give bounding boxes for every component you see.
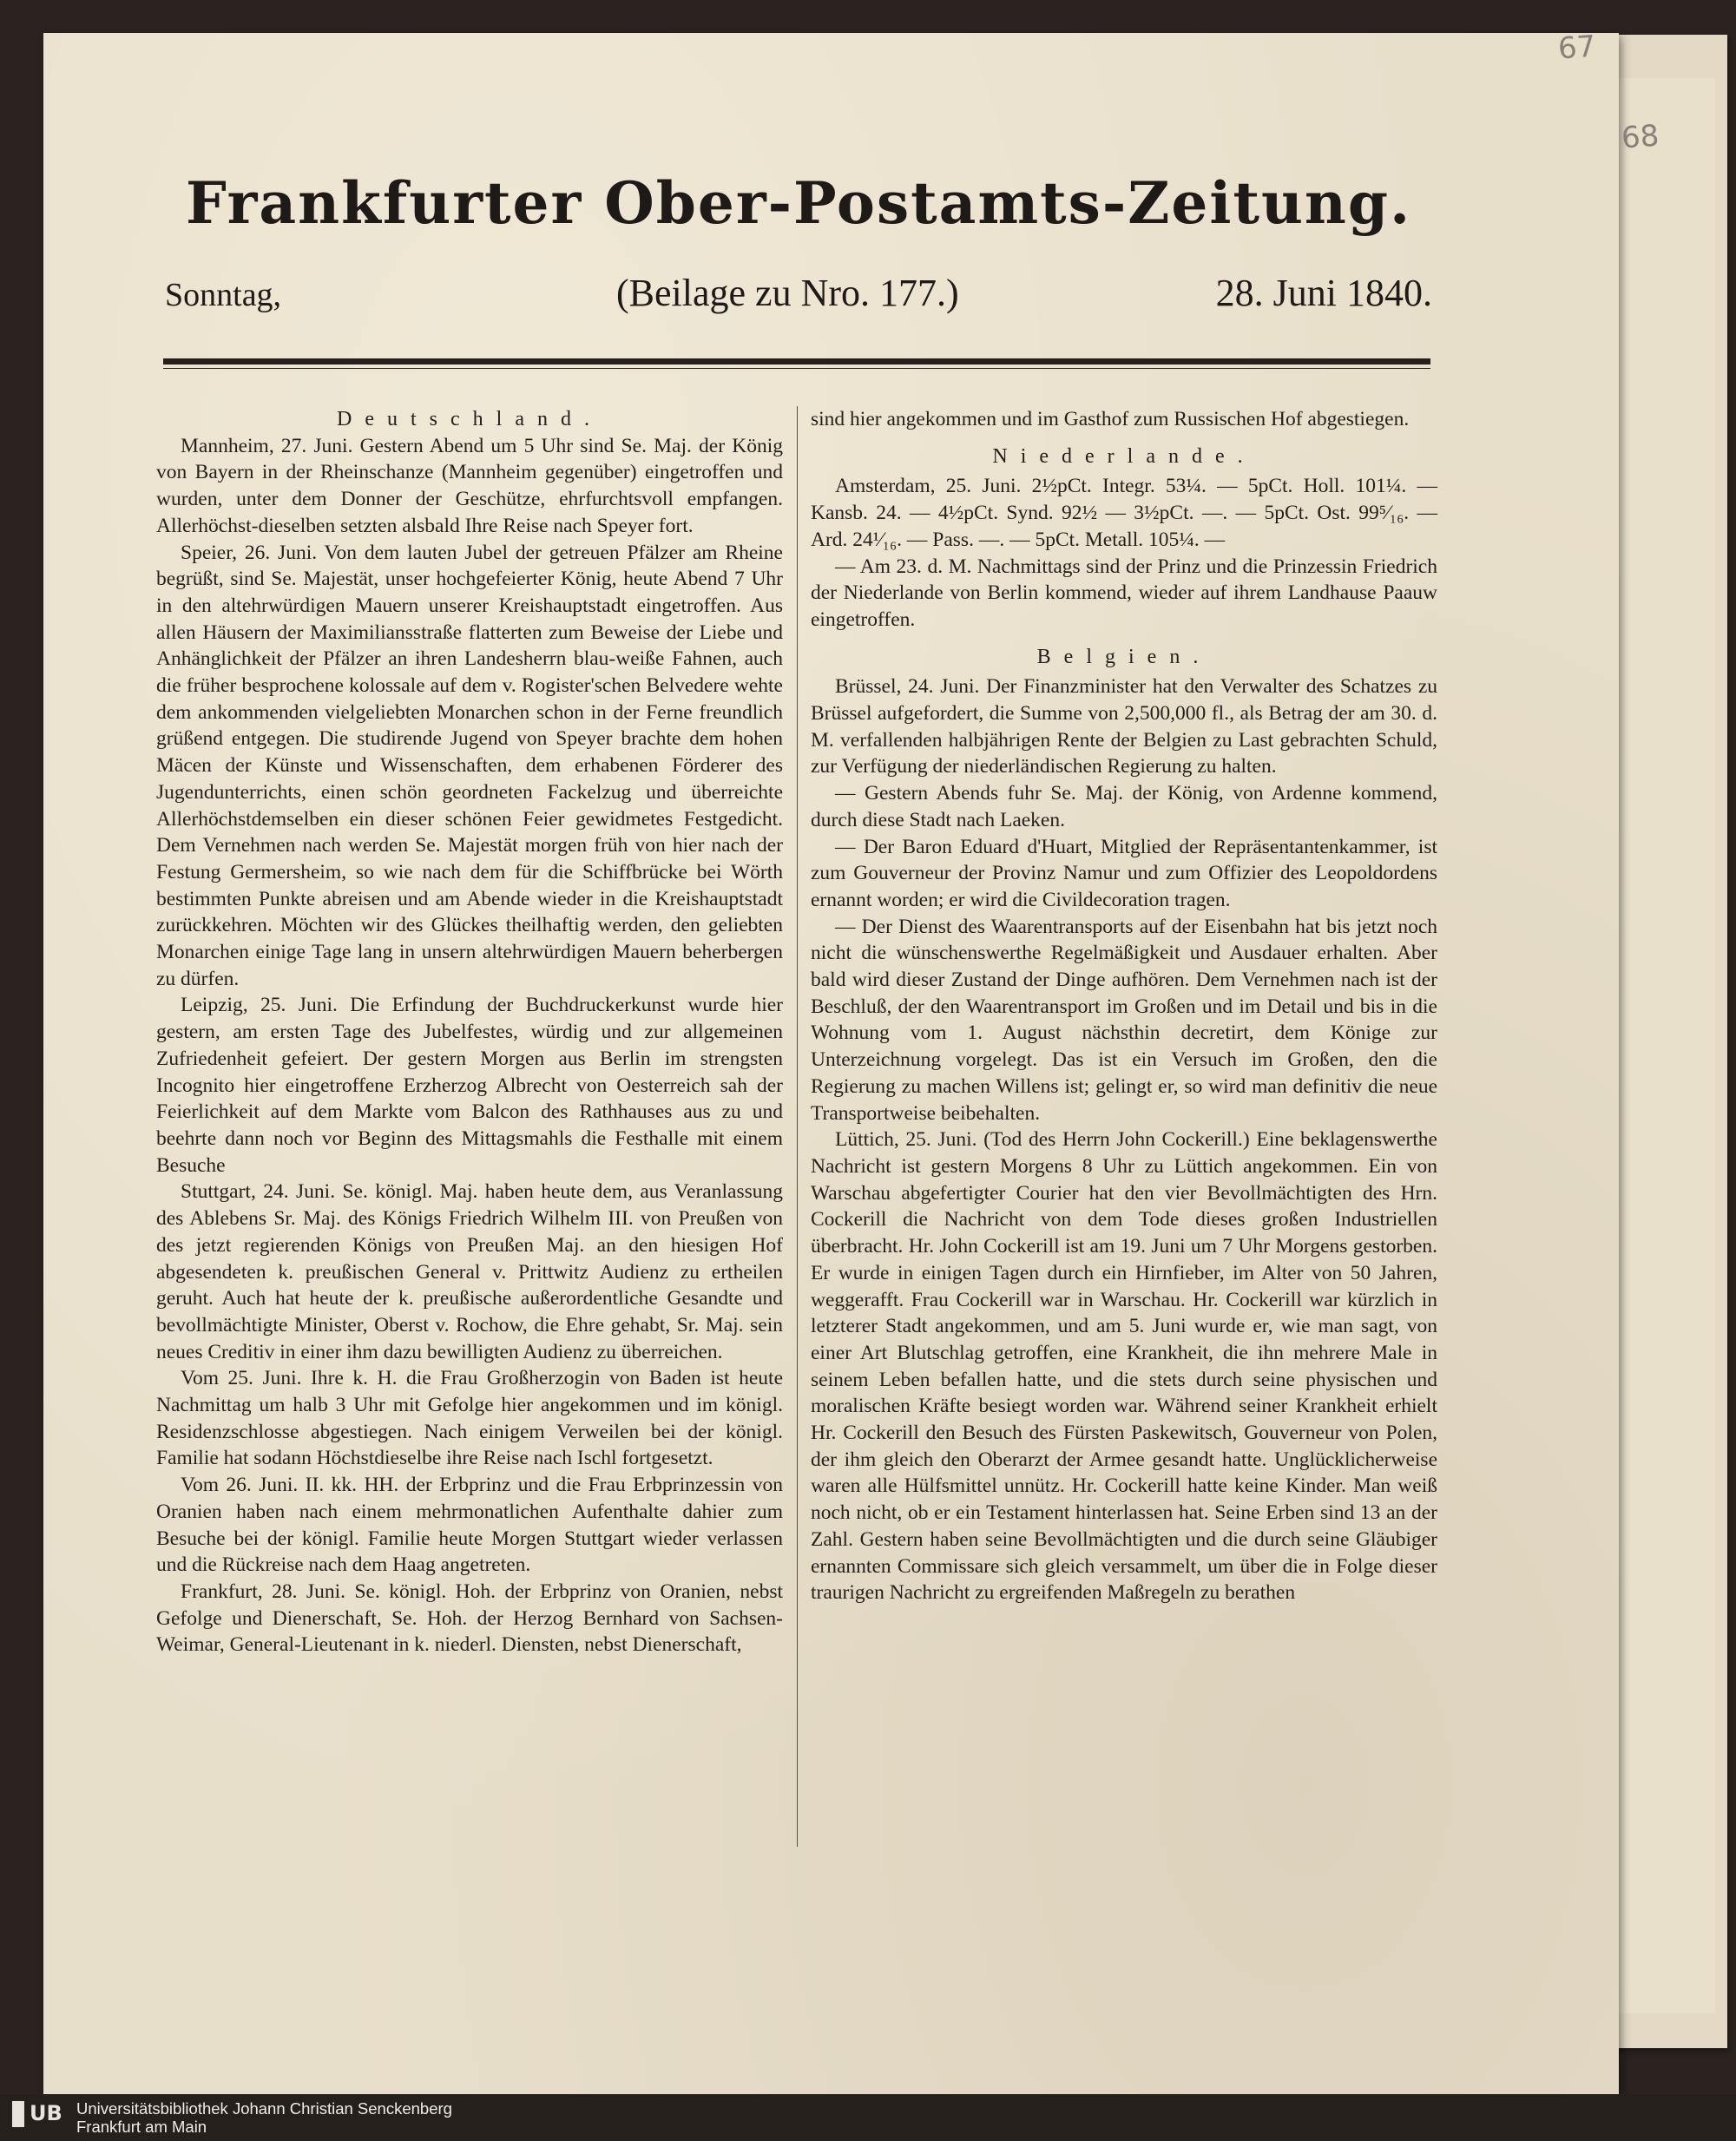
- article-paragraph: Mannheim, 27. Juni. Gestern Abend um 5 Uhr sind Se. Maj. der König von Bayern in der Rheinschanze (Mannheim gegenüber) eingetroffen und wurden, unter dem Donner der Geschütze, ehrfurchtsvoll empfangen. Allerhöchst-dieselben setzten alsbald Ihre Reise nach Speyer fort.: [156, 434, 783, 537]
- article-paragraph: — Gestern Abends fuhr Se. Maj. der König, von Ardenne kommend, durch diese Stadt nach Laeken.: [811, 782, 1437, 831]
- library-name: Universitätsbibliothek Johann Christian Senckenberg: [76, 2099, 452, 2118]
- article-paragraph: — Der Baron Eduard d'Huart, Mitglied der Repräsentantenkammer, ist zum Gouverneur der Provinz Namur und zum Offizier des Leopoldordens ernannt worden; er wird die Civildecoration tragen.: [811, 835, 1437, 911]
- section-heading: Deutschland.: [337, 408, 602, 430]
- section-heading: Belgien.: [1036, 645, 1212, 668]
- article-paragraph: Vom 25. Juni. Ihre k. H. die Frau Großherzogin von Baden ist heute Nachmittag um halb 3 Uhr mit Gefolge hier angekommen und im königl. Residenzschlosse abgestiegen. Nach einigem Verweilen bei der königl. Familie hat sodann Höchstdieselbe ihre Reise nach Ischl fortgesetzt.: [156, 1367, 783, 1470]
- issue-supplement: (Beilage zu Nro. 177.): [616, 272, 959, 314]
- pencil-page-number-67: 67: [1556, 29, 1597, 67]
- issue-day: Sonntag,: [165, 277, 282, 313]
- article-paragraph: Lüttich, 25. Juni. (Tod des Herrn John Cockerill.) Eine beklagenswerthe Nachricht ist gestern Morgens 8 Uhr zu Lüttich angekommen. Ein von Warschau abgefertigter Courier hat den vier Bevollmächtigten des Hrn. Cockerill die Nachricht von dem Tode dieses großen Industriellen überbracht. Hr. John Cockerill ist am 19. Juni um 7 Uhr Morgens gestorben. Er wurde in einigen Tagen durch ein Hirnfieber, im Alter von 50 Jahren, weggerafft. Frau Cockerill war in Warschau. Hr. Cockerill war kürzlich in letzterer Stadt angekommen, und am 5. Juni wurde er, wie man sagt, von einer Art Blutschlag getroffen, eine Krankheit, die ihn mehrere Male in seinem Leben befallen hatte, und die stets durch seine physischen und moralischen Kräfte besiegt worden war. Während seiner Krankheit erhielt Hr. Cockerill den Besuch des Fürsten Paskewitsch, Gouverneur von Polen, der ihm gleich den Oberarzt der Armee gesandt hatte. Unglücklicherweise waren alle Hülfsmittel unnütz. Hr. Cockerill hatte keine Kinder. Man weiß noch nicht, ob er ein Testament hinterlassen hat. Seine Erben sind 13 an der Zahl. Gestern haben seine Bevollmächtigten und die durch seine Gläubiger ernannten Commissare sich gleich versammelt, um über die in Folge dieser traurigen Nachricht zu ergreifenden Maßregeln zu berathen: [811, 1128, 1437, 1605]
- issue-line: [165, 272, 1432, 328]
- library-logo-text: UB: [30, 2101, 62, 2125]
- article-paragraph: — Am 23. d. M. Nachmittags sind der Prinz und die Prinzessin Friedrich der Niederlande von Berlin kommend, wieder auf ihrem Landhause Paauw eingetroffen.: [811, 555, 1437, 631]
- article-paragraph: — Der Dienst des Waarentransports auf der Eisenbahn hat bis jetzt noch nicht die wünschenswerthe Regelmäßigkeit und Ausdauer erhalten. Aber bald wird dieser Zustand der Dinge aufhören. Dem Vernehmen nach ist der Beschluß, der den Waarentransport im Großen und im Detail und bis in die Wohnung vom 1. August nächsthin decretirt, dem Könige zur Unterzeichnung vorgelegt. Das ist ein Versuch im Großen, den die Regierung zu machen Willens ist; gelingt er, so wird man definitiv die neue Transportweise beibehalten.: [811, 915, 1437, 1125]
- right-column: [811, 406, 1437, 1606]
- article-paragraph: sind hier angekommen und im Gasthof zum Russischen Hof abgestiegen.: [811, 408, 1410, 430]
- library-credit: [76, 2099, 452, 2136]
- article-paragraph: Stuttgart, 24. Juni. Se. königl. Maj. haben heute dem, aus Veranlassung des Ablebens Sr. Maj. des Königs Friedrich Wilhelm III. von Preußen von des jetzt regierenden Königs von Preußen Maj. an den hiesigen Hof abgesendeten k. preußischen General v. Prittwitz Audienz zu ertheilen geruht. Auch hat heute der k. preußische außerordentliche Gesandte und bevollmächtigte Minister, Oberst v. Rochow, die Ehre gehabt, Sr. Maj. sein neues Creditiv in einer ihm dazu bewilligten Audienz zu überreichen.: [156, 1180, 783, 1363]
- article-paragraph: Speier, 26. Juni. Von dem lauten Jubel der getreuen Pfälzer am Rheine begrüßt, sind Se. Majestät, unser hochgefeierter König, heute Abend 7 Uhr in den altehrwürdigen Mauern unserer Kreishauptstadt eingetroffen. Aus allen Häusern der Maximiliansstraße flatterten zum Beweise der Liebe und Anhänglichkeit der Pfälzer an ihren Landesherrn blau-weiße Fahnen, auch die früher besprochene kolossale auf dem v. Rogister'schen Belvedere wehte dem ankommenden vielgeliebten Monarchen schon in der Ferne freundlich grüßend entgegen. Die studirende Jugend von Speyer brachte dem hohen Mäcen der Künste und Wissenschaften, dem erhabenen Förderer des Jugendunterrichts, einen schön geordneten Fackelzug und überreichte Allerhöchstdemselben ein dieser schönen Feier gewidmetes Festgedicht. Dem Vernehmen nach werden Se. Majestät morgen früh von hier nach der Festung Germersheim, so wie nach dem für die Schiffbrücke bei Wörth bestimmten Punkte abreisen und am Abende wieder in die Kreishauptstadt zurückkehren. Möchten wir des Glückes theilhaftig werden, den geliebten Monarchen einige Tage lang in unsern altehrwürdigen Mauern beherbergen zu dürfen.: [156, 541, 783, 990]
- issue-date: 28. Juni 1840.: [1215, 272, 1432, 314]
- masthead-rule: [163, 358, 1430, 364]
- column-divider: [797, 406, 798, 1847]
- logo-mark-icon: [12, 2101, 24, 2127]
- masthead-rule-thin: [163, 368, 1430, 369]
- library-logo: [12, 2101, 66, 2136]
- library-city: Frankfurt am Main: [76, 2118, 207, 2136]
- section-heading: Niederlande.: [992, 444, 1256, 468]
- article-paragraph: Leipzig, 25. Juni. Die Erfindung der Buchdruckerkunst wurde hier gestern, am ersten Tage des Jubelfestes, würdig und zur allgemeinen Zufriedenheit gefeiert. Der gestern Morgen aus Berlin im strengsten Incognito hier eingetroffene Erzherzog Albrecht von Oesterreich sah der Feierlichkeit auf dem Markte vom Balcon des Rathhauses aus zu und beehrte dann noch vor Beginn des Mittagsmahls die Festhalle mit einem Besuche: [156, 994, 783, 1177]
- newspaper-title: Frankfurter Ober-Postamts-Zeitung.: [185, 169, 1412, 237]
- article-paragraph: Brüssel, 24. Juni. Der Finanzminister hat den Verwalter des Schatzes zu Brüssel aufgefordert, die Summe von 2,500,000 fl., als Betrag der am 30. d. M. verfallenden halbjährigen Rente der Belgien zu Last gebrachten Schuld, zur Verfügung der niederländischen Regierung zu halten.: [811, 675, 1437, 778]
- left-column: [156, 406, 783, 1658]
- article-paragraph: Frankfurt, 28. Juni. Se. königl. Hoh. der Erbprinz von Oranien, nebst Gefolge und Dienerschaft, Se. Hoh. der Herzog Bernhard von Sachsen-Weimar, General-Lieutenant in k. niederl. Diensten, nebst Dienerschaft,: [156, 1579, 783, 1657]
- article-paragraph: Amsterdam, 25. Juni. 2½pCt. Integr. 53¼. — 5pCt. Holl. 101¼. — Kansb. 24. — 4½pCt. Synd. 92½ — 3½pCt. —. — 5pCt. Ost. 99⁵⁄₁₆. — Ard. 24¹⁄₁₆. — Pass. —. — 5pCt. Metall. 105¼. —: [811, 475, 1437, 551]
- footer-bar: [0, 2094, 1736, 2141]
- pencil-page-number-68: 68: [1620, 118, 1660, 156]
- article-paragraph: Vom 26. Juni. II. kk. HH. der Erbprinz und die Frau Erbprinzessin von Oranien haben nach einem mehrmonatlichen Aufenthalte dahier zum Besuche bei der königl. Familie heute Morgen Stuttgart wieder verlassen und die Rückreise nach dem Haag angetreten.: [156, 1474, 783, 1577]
